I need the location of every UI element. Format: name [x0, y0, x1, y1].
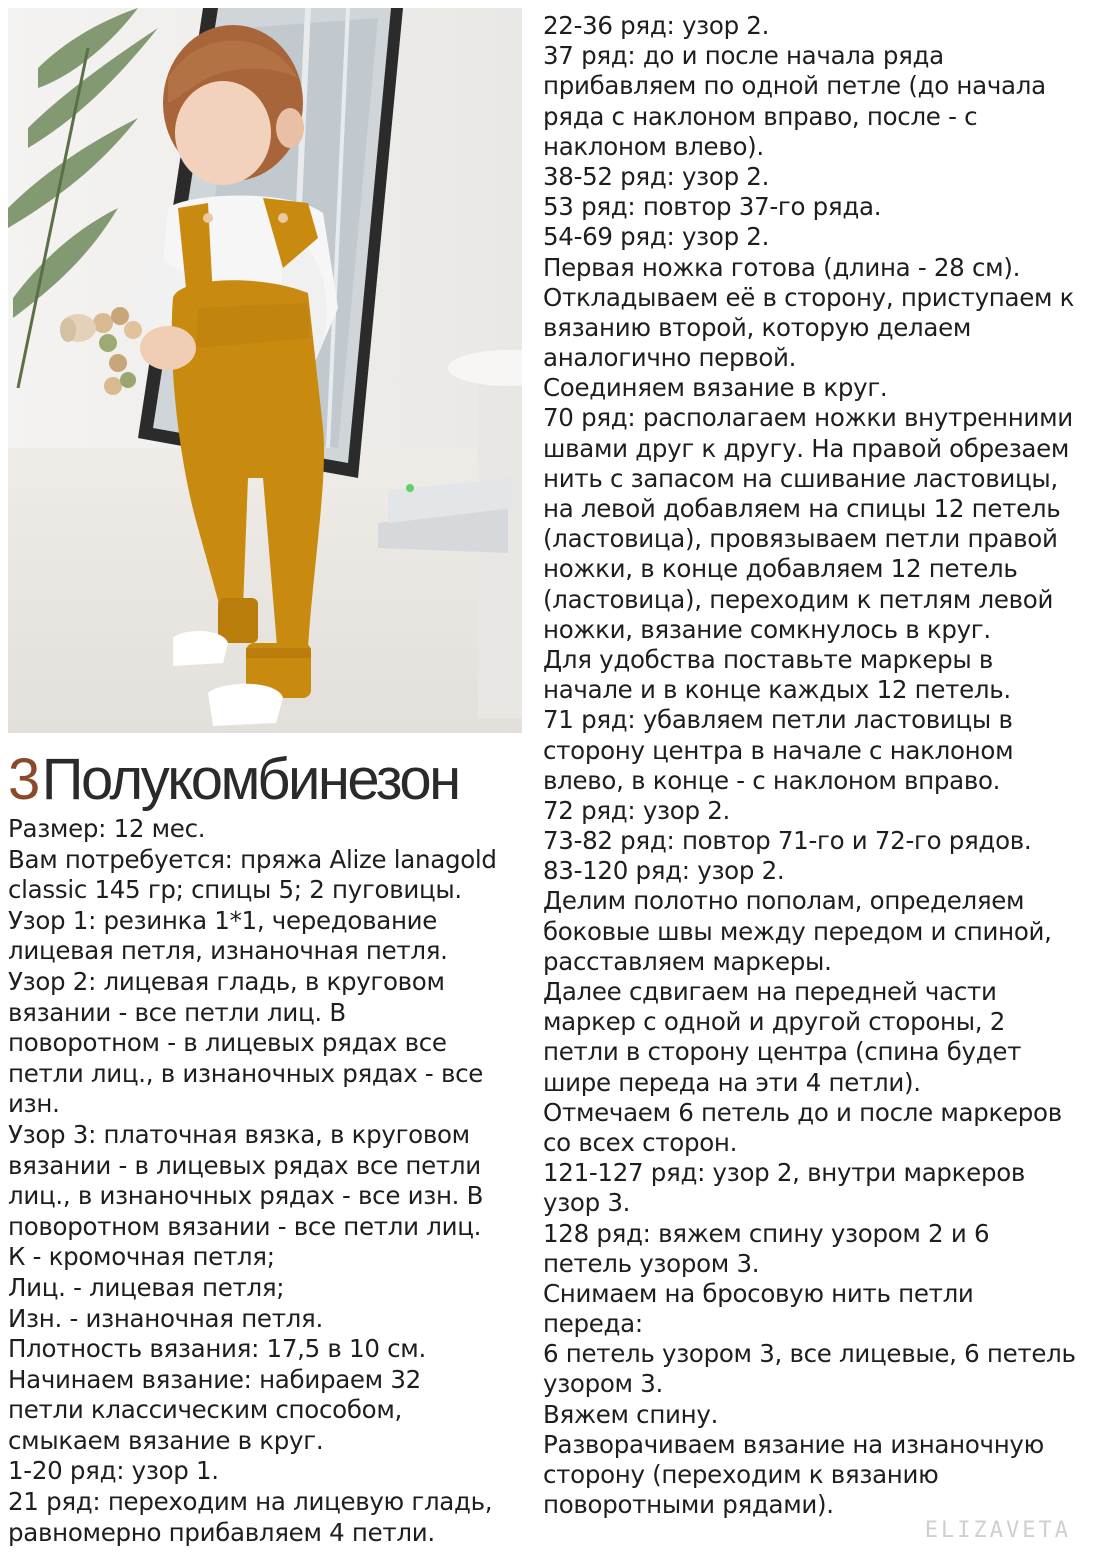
text-line: Узор 3: платочная вязка, в круговом [8, 1119, 470, 1149]
text-line: Откладываем её в сторону, приступаем к [543, 282, 1075, 312]
text-line: 21 ряд: переходим на лицевую гладь, [8, 1487, 493, 1517]
title-number: 3 [8, 747, 38, 812]
text-line: начале и в конце каждых 12 петель. [543, 675, 1011, 705]
text-line: Разворачиваем вязание на изнаночную [543, 1429, 1044, 1459]
text-line: поворотном вязании - все петли лиц. [8, 1211, 482, 1241]
text-line: Вяжем спину. [543, 1399, 719, 1429]
text-line: сторону центра в начале с наклоном [543, 735, 1014, 765]
text-line: аналогично первой. [543, 343, 797, 373]
text-line: петель узором 3. [543, 1248, 760, 1278]
text-line: 38-52 ряд: узор 2. [543, 161, 770, 191]
text-line: 1-20 ряд: узор 1. [8, 1456, 219, 1486]
right-column [543, 11, 1099, 1520]
text-line: петли лиц., в изнаночных рядах - все [8, 1058, 484, 1088]
text-line: Плотность вязания: 17,5 в 10 см. [8, 1334, 426, 1364]
text-line: Делим полотно пополам, определяем [543, 886, 1025, 916]
text-line: поворотными рядами). [543, 1490, 834, 1520]
left-text-block [8, 814, 533, 1548]
right-text-block [543, 11, 1099, 1520]
title-text: Полукомбинезон [41, 747, 459, 812]
text-line: со всех сторон. [543, 1127, 738, 1157]
text-line: Отмечаем 6 петель до и после маркеров [543, 1097, 1062, 1127]
text-line: classic 145 гр; спицы 5; 2 пуговицы. [8, 875, 462, 905]
text-line: расставляем маркеры. [543, 946, 832, 976]
text-line: (ластовица), провязываем петли правой [543, 524, 1058, 554]
text-line: узор 3. [543, 1188, 631, 1218]
text-line: петли классическим способом, [8, 1395, 402, 1425]
text-line: (ластовица), переходим к петлям левой [543, 584, 1054, 614]
text-line: Для удобства поставьте маркеры в [543, 644, 994, 674]
text-line: смыкаем вязание в круг. [8, 1425, 324, 1455]
text-line: Соединяем вязание в круг. [543, 373, 888, 403]
text-line: 37 ряд: до и после начала ряда [543, 41, 944, 71]
text-line: 54-69 ряд: узор 2. [543, 222, 770, 252]
text-line: прибавляем по одной петле (до начала [543, 71, 1046, 101]
product-photo [8, 8, 522, 733]
watermark: ELIZAVETA [924, 1518, 1071, 1543]
text-line: ножки, в конце добавляем 12 петель [543, 554, 1018, 584]
text-line: на левой добавляем на спицы 12 петель [543, 494, 1061, 523]
text-line: сторону (переходим к вязанию [543, 1460, 939, 1489]
text-line: Узор 2: лицевая гладь, в круговом [8, 966, 445, 996]
text-line: Далее сдвигаем на передней части [543, 977, 997, 1006]
text-line: ножки, вязание сомкнулось в круг. [543, 614, 991, 644]
text-line: вязанию второй, которую делаем [543, 312, 972, 342]
text-line: узором 3. [543, 1369, 664, 1399]
text-line: шире переда на эти 4 петли). [543, 1067, 921, 1097]
text-line: 70 ряд: располагаем ножки внутренними [543, 403, 1073, 433]
text-line: равномерно прибавляем 4 петли. [8, 1517, 435, 1547]
text-line: 72 ряд: узор 2. [543, 795, 730, 825]
text-line: Вам потребуется: пряжа Alize lanagold [8, 844, 497, 874]
text-line: 22-36 ряд: узор 2. [543, 11, 770, 40]
text-line: 53 ряд: повтор 37-го ряда. [543, 192, 882, 222]
text-line: маркер с одной и другой стороны, 2 [543, 1007, 1006, 1037]
text-line: швами друг к другу. На правой обрезаем [543, 433, 1070, 463]
text-line: Начинаем вязание: набираем 32 [8, 1364, 421, 1394]
text-line: Лиц. - лицевая петля; [8, 1272, 285, 1302]
page-title [8, 748, 533, 814]
text-line: лиц., в изнаночных рядах - все изн. В [8, 1181, 484, 1211]
text-line: Снимаем на бросовую нить петли [543, 1278, 974, 1308]
text-line: 71 ряд: убавляем петли ластовицы в [543, 705, 1013, 735]
text-line: поворотном - в лицевых рядах все [8, 1028, 447, 1058]
text-line: К - кромочная петля; [8, 1242, 275, 1272]
text-line: наклоном влево). [543, 131, 764, 161]
text-line: 73-82 ряд: повтор 71-го и 72-го рядов. [543, 826, 1032, 856]
text-line: Размер: 12 мес. [8, 814, 206, 843]
text-line: вязании - все петли лиц. В [8, 997, 346, 1027]
toddler-illustration [8, 8, 522, 733]
text-line: ряда с наклоном вправо, после - с [543, 101, 978, 131]
text-line: 128 ряд: вяжем спину узором 2 и 6 [543, 1218, 990, 1248]
text-line: Изн. - изнаночная петля. [8, 1303, 323, 1333]
text-line: переда: [543, 1309, 643, 1339]
text-line: вязании - в лицевых рядах все петли [8, 1150, 481, 1180]
text-line: нить с запасом на сшивание ластовицы, [543, 463, 1058, 493]
text-line: боковые швы между передом и спиной, [543, 916, 1052, 946]
text-line: Узор 1: резинка 1*1, чередование [8, 905, 438, 935]
text-line: Первая ножка готова (длина - 28 см). [543, 252, 1021, 282]
text-line: 121-127 ряд: узор 2, внутри маркеров [543, 1158, 1026, 1188]
text-line: петли в сторону центра (спина будет [543, 1037, 1022, 1067]
text-line: 83-120 ряд: узор 2. [543, 856, 785, 886]
text-line: лицевая петля, изнаночная петля. [8, 936, 448, 966]
text-line: влево, в конце - с наклоном вправо. [543, 765, 1001, 795]
text-line: изн. [8, 1089, 60, 1119]
text-line: 6 петель узором 3, все лицевые, 6 петель [543, 1339, 1076, 1369]
left-column [8, 748, 533, 1548]
